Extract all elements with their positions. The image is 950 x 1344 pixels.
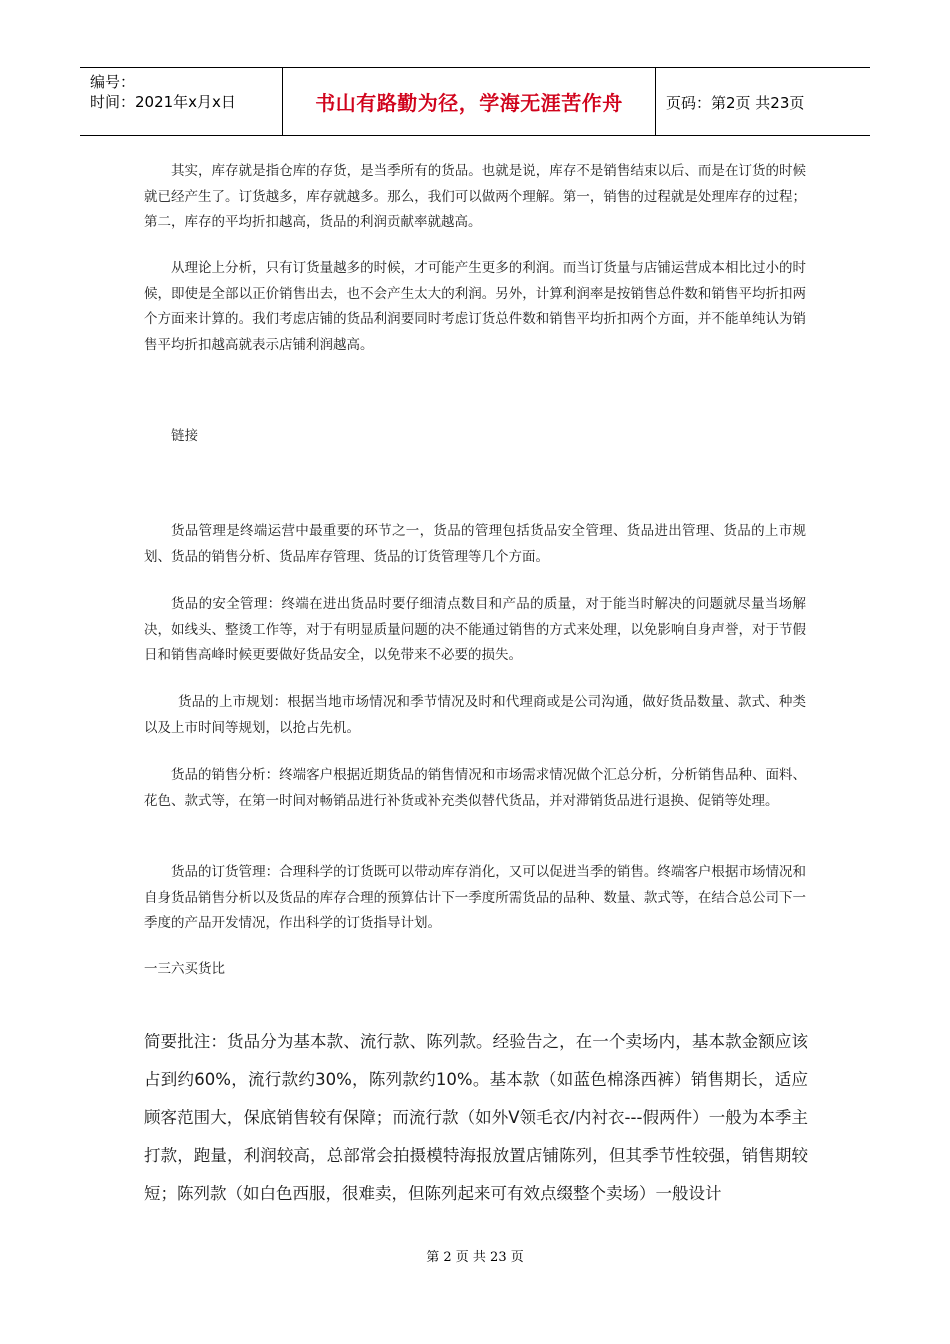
paragraph-order-management: 货品的订货管理：合理科学的订货既可以带动库存消化，又可以促进当季的销售。终端客户根据市场情况和自身货品销售分析以及货品的库存合理的预算估计下一季度所需货品的品种、数量、款式等，在结合总公司下一季度的产品开发情况，作出科学的订货指导计划。 <box>144 864 806 931</box>
paragraph-brief-note: 简要批注：货品分为基本款、流行款、陈列款。经验告之，在一个卖场内，基本款金额应该占到约60%，流行款约30%，陈列款约10%。基本款（如蓝色棉涤西裤）销售期长，适应顾客范围大，保底销售较有保障；而流行款（如外V领毛衣/内衬衣---假两件）一般为本季主打款，跑量，利润较高，总部常会拍摄模特海报放置店铺陈列，但其季节性较强，销售期较短；陈列款（如白色西服，很难卖，但陈列起来可有效点缀整个卖场）一般设计 <box>144 1032 808 1203</box>
paragraph-safety-management: 货品的安全管理：终端在进出货品时要仔细清点数目和产品的质量，对于能当时解决的问题就尽量当场解决，如线头、整烫工作等，对于有明显质量问题的决不能通过销售的方式来处理，以免影响自身声誉，对于节假日和销售高峰时候更要做好货品安全，以免带来不必要的损失。 <box>144 596 806 663</box>
header-page-label: 页码：第2页 共23页 <box>666 94 805 112</box>
page-footer: 第 2 页 共 23 页 <box>426 1250 524 1265</box>
paragraph-sales-analysis: 货品的销售分析：终端客户根据近期货品的销售情况和市场需求情况做个汇总分析，分析销售品种、面料、花色、款式等，在第一时间对畅销品进行补货或补充类似替代货品，并对滞销货品进行退换、促销等处理。 <box>144 767 806 809</box>
paragraph-inventory: 其实，库存就是指仓库的存货，是当季所有的货品。也就是说，库存不是销售结束以后、而是在订货的时候就已经产生了。订货越多，库存就越多。那么，我们可以做两个理解。第一，销售的过程就是处理库存的过程；第二，库存的平均折扣越高，货品的利润贡献率就越高。 <box>144 163 806 230</box>
paragraph-launch-planning: 货品的上市规划：根据当地市场情况和季节情况及时和代理商或是公司沟通，做好货品数量、款式、种类以及上市时间等规划，以抢占先机。 <box>144 694 806 736</box>
doc-number-label: 编号： <box>90 73 136 91</box>
link-label[interactable]: 链接 <box>171 428 198 444</box>
header-meta <box>90 72 236 112</box>
paragraph-profit-theory: 从理论上分析，只有订货量越多的时候，才可能产生更多的利润。而当订货量与店铺运营成本相比过小的时候，即使是全部以正价销售出去，也不会产生太大的利润。另外，计算利润率是按销售总件数和销售平均折扣两个方面来计算的。我们考虑店铺的货品利润要同时考虑订货总件数和销售平均折扣两个方面，并不能单纯认为销售平均折扣越高就表示店铺利润越高。 <box>144 260 806 353</box>
page-header <box>80 67 870 136</box>
paragraph-goods-management: 货品管理是终端运营中最重要的环节之一，货品的管理包括货品安全管理、货品进出管理、货品的上市规划、货品的销售分析、货品库存管理、货品的订货管理等几个方面。 <box>144 523 806 565</box>
header-motto: 书山有路勤为径，学海无涯苦作舟 <box>282 68 656 135</box>
section-title: 一三六买货比 <box>144 961 225 977</box>
doc-time-label: 时间：2021年x月x日 <box>90 93 236 111</box>
